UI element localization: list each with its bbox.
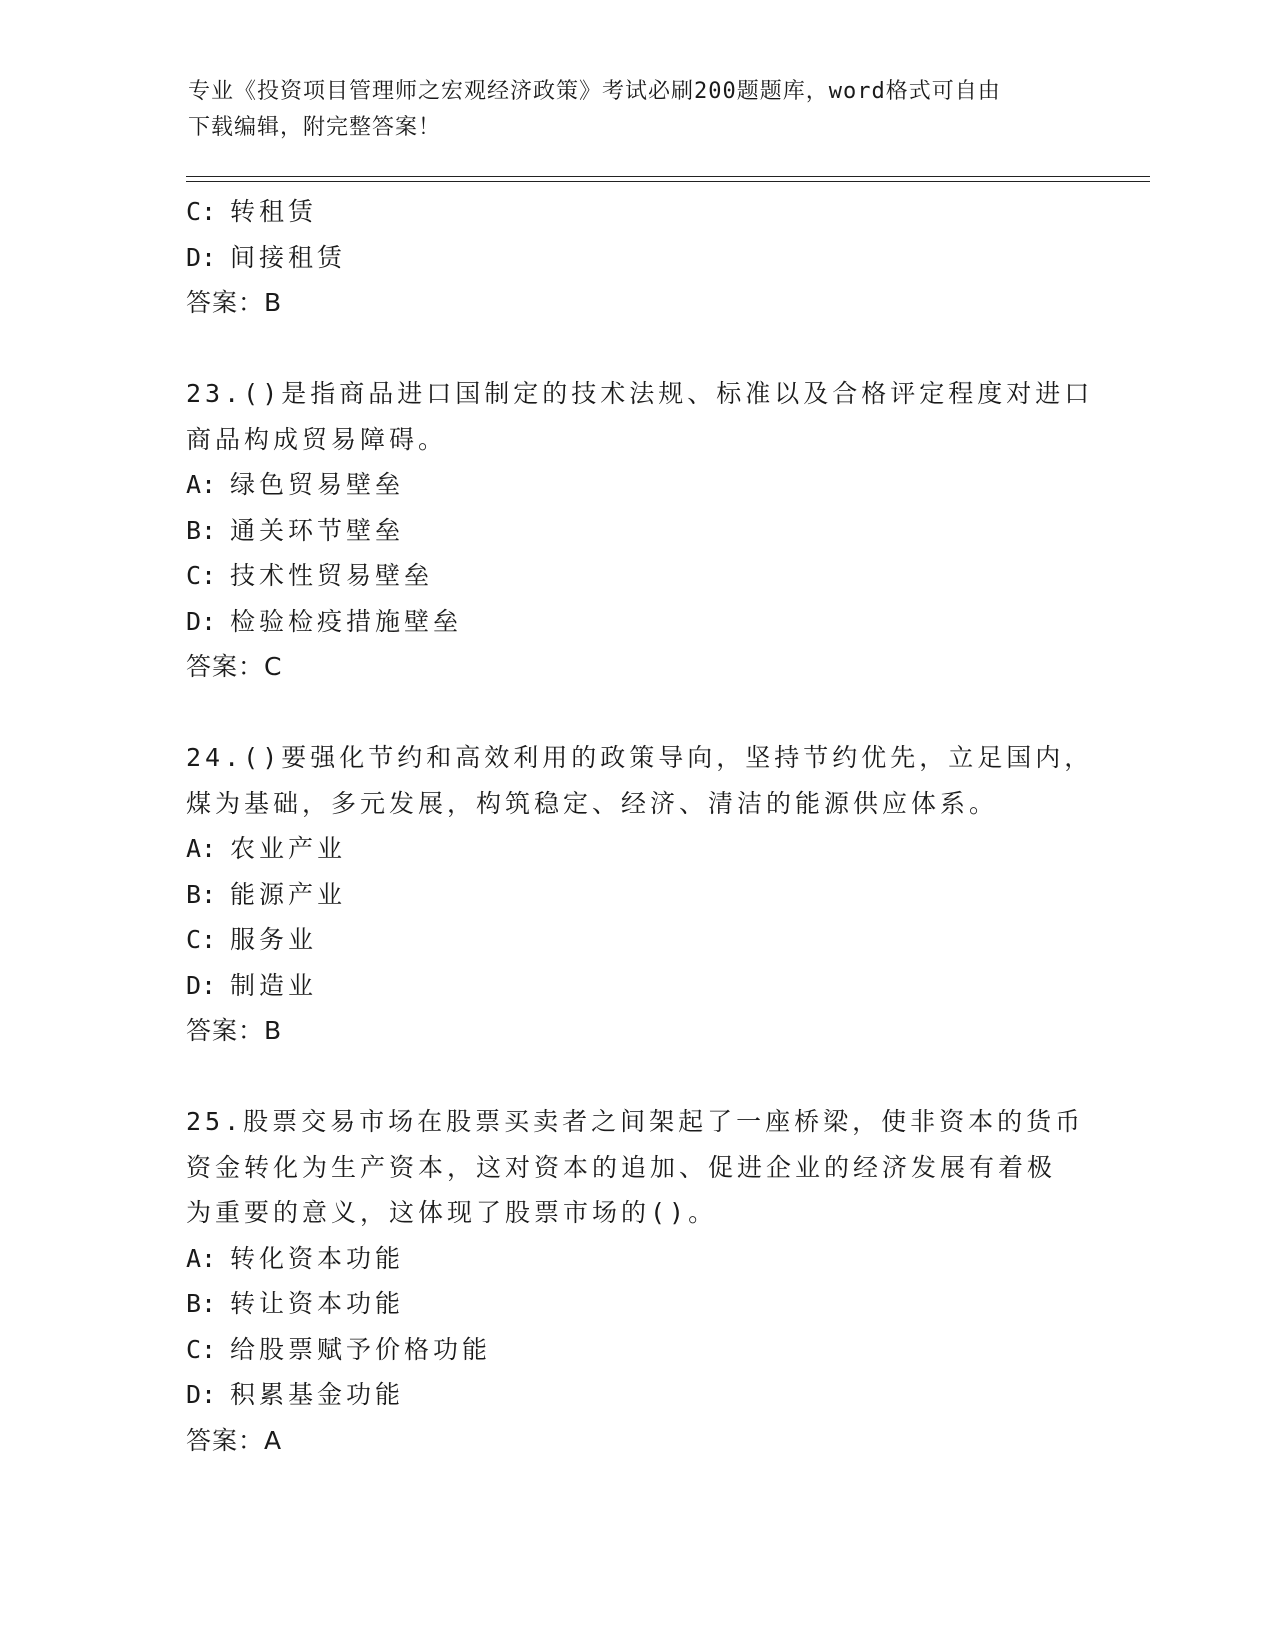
question-stem-line: 23.()是指商品进口国制定的技术法规、标准以及合格评定程度对进口 <box>186 379 1094 408</box>
option-text: 间接租赁 <box>230 242 347 272</box>
option-text: 通关环节壁垒 <box>230 515 405 545</box>
option-label: B: <box>186 1289 217 1318</box>
header-divider-top <box>186 176 1150 177</box>
option-a <box>186 462 1086 508</box>
option-c <box>186 1327 1086 1373</box>
question-25 <box>186 1099 1086 1463</box>
option-d <box>186 599 1086 645</box>
option-label: D: <box>186 606 217 636</box>
option-label: D: <box>186 970 217 1000</box>
question-stem-line: 24.()要强化节约和高效利用的政策导向，坚持节约优先，立足国内， <box>186 743 1094 772</box>
option-label: A: <box>186 470 217 499</box>
option-text: 技术性贸易壁垒 <box>230 561 434 590</box>
header-divider-bottom <box>186 181 1150 182</box>
option-text: 绿色贸易壁垒 <box>230 470 405 499</box>
option-a <box>186 826 1086 872</box>
option-c <box>186 189 1086 235</box>
option-label: C: <box>186 561 217 590</box>
option-text: 检验检疫措施壁垒 <box>230 606 463 636</box>
document-header <box>188 74 1068 146</box>
option-label: B: <box>186 515 217 545</box>
option-text: 农业产业 <box>230 834 347 863</box>
header-line-2: 下载编辑，附完整答案！ <box>188 115 442 140</box>
option-label: C: <box>186 197 217 226</box>
option-d <box>186 235 1086 281</box>
option-text: 转租赁 <box>230 197 318 226</box>
answer: 答案：C <box>186 652 283 681</box>
option-b <box>186 508 1086 554</box>
option-label: A: <box>186 1243 217 1273</box>
option-text: 转化资本功能 <box>230 1243 405 1273</box>
option-label: B: <box>186 879 217 909</box>
option-text: 转让资本功能 <box>230 1289 405 1318</box>
option-text: 服务业 <box>230 925 318 954</box>
option-b <box>186 872 1086 918</box>
answer: 答案：A <box>186 1425 283 1455</box>
header-line-1: 专业《投资项目管理师之宏观经济政策》考试必刷200题题库，word格式可自由 <box>188 79 1001 104</box>
option-c <box>186 553 1086 599</box>
option-label: C: <box>186 925 217 954</box>
question-stem-line: 为重要的意义，这体现了股票市场的()。 <box>186 1198 718 1227</box>
option-text: 制造业 <box>230 970 318 1000</box>
option-label: D: <box>186 242 217 272</box>
option-label: A: <box>186 834 217 863</box>
option-b <box>186 1281 1086 1327</box>
question-stem-line: 商品构成贸易障碍。 <box>186 424 448 454</box>
option-a <box>186 1236 1086 1282</box>
option-label: D: <box>186 1380 217 1409</box>
question-list <box>186 189 1094 1463</box>
option-c <box>186 917 1086 963</box>
option-text: 给股票赋予价格功能 <box>230 1334 492 1364</box>
question-23 <box>186 371 1094 690</box>
option-text: 积累基金功能 <box>230 1380 405 1409</box>
question-stem-line: 煤为基础，多元发展，构筑稳定、经济、清洁的能源供应体系。 <box>186 788 999 818</box>
answer: 答案：B <box>186 1016 283 1045</box>
question-stem-line: 资金转化为生产资本，这对资本的追加、促进企业的经济发展有着极 <box>186 1152 1057 1182</box>
option-text: 能源产业 <box>230 879 347 909</box>
prev-question <box>186 189 1086 326</box>
option-label: C: <box>186 1334 217 1364</box>
question-stem-line: 25.股票交易市场在股票买卖者之间架起了一座桥梁，使非资本的货币 <box>186 1107 1085 1136</box>
question-24 <box>186 735 1094 1054</box>
answer: 答案：B <box>186 288 283 317</box>
option-d <box>186 1372 1086 1418</box>
option-d <box>186 963 1086 1009</box>
